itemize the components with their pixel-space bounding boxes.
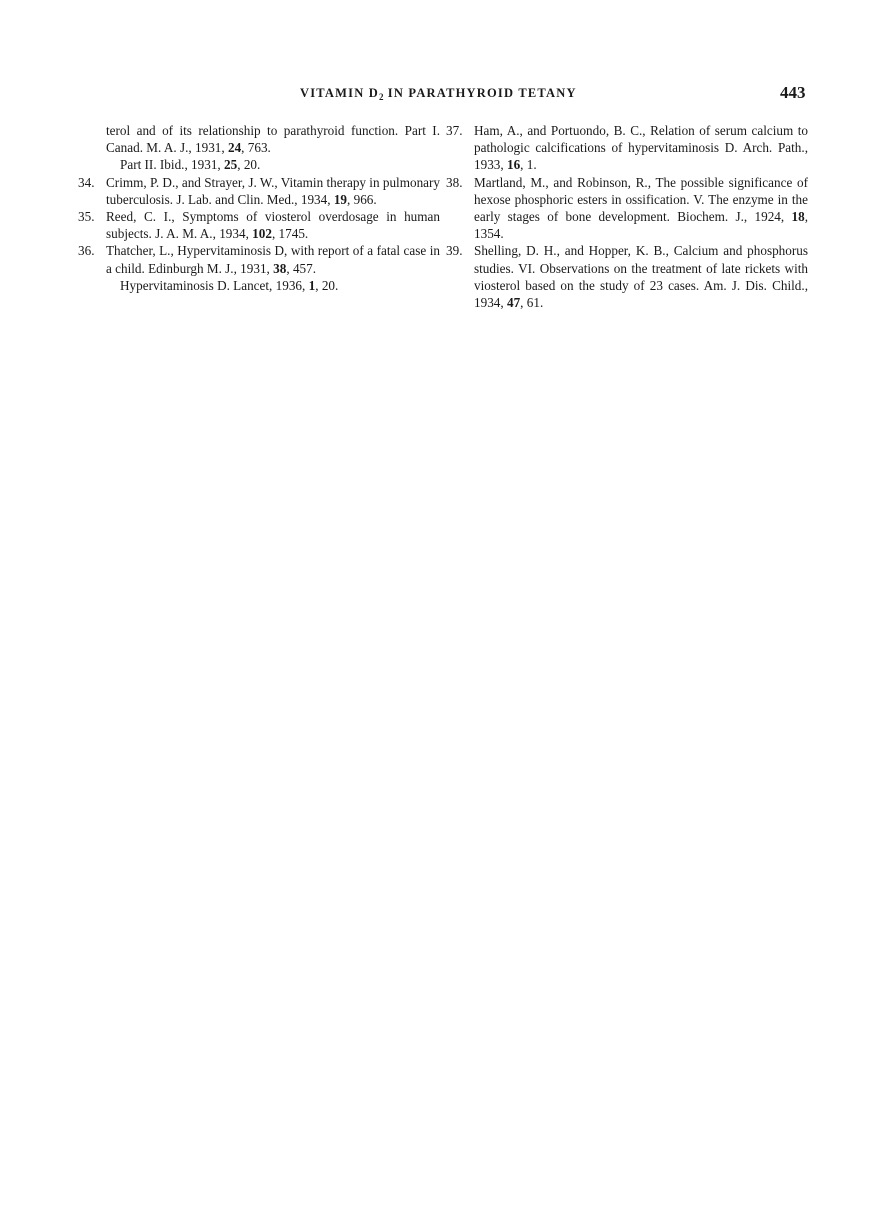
reference-number: 34. <box>78 174 95 190</box>
reference-pages: , 763. <box>241 140 271 156</box>
references-left-column <box>78 122 440 294</box>
reference-text: Shelling, D. H., and Hopper, K. B., Calcium and phosphorus studies. VI. Observations on the treatment of late rickets with viosterol based on the study of 23 cases. Am. J. Dis. Child., 1934, <box>474 243 808 311</box>
reference-text: Part II. Ibid., 1931, <box>120 157 225 173</box>
reference-text: terol and of its relationship to parathyroid function. Part I. Canad. M. A. J., 1931, <box>106 123 440 156</box>
reference-number: 35. <box>78 209 95 225</box>
reference-33-continuation <box>78 122 440 156</box>
reference-36 <box>78 242 440 276</box>
reference-37 <box>446 122 808 174</box>
reference-38 <box>446 174 808 243</box>
running-title-subscript: 2 <box>378 92 384 102</box>
reference-33-part-2 <box>78 156 440 173</box>
references-right-column <box>446 122 808 311</box>
reference-34 <box>78 174 440 208</box>
reference-pages: , 457. <box>286 260 317 276</box>
page-number: 443 <box>780 83 806 102</box>
reference-number: 36. <box>78 243 95 259</box>
running-head <box>0 83 875 108</box>
reference-pages: , 1745. <box>271 226 309 242</box>
reference-volume: 47 <box>506 295 521 311</box>
reference-pages: , 1. <box>520 157 537 173</box>
reference-pages: , 1354. <box>474 209 808 242</box>
reference-pages: , 966. <box>347 191 377 207</box>
reference-number: 37. <box>446 123 463 138</box>
reference-pages: , 20. <box>237 157 261 173</box>
reference-volume: 25 <box>224 157 238 173</box>
reference-volume: 19 <box>333 191 348 207</box>
reference-text: Ham, A., and Portuondo, B. C., Relation of serum calcium to pathologic calcifications of hypervitaminosis D. Arch. Path., 1933, <box>474 123 808 173</box>
reference-volume: 102 <box>252 226 272 242</box>
reference-text: Thatcher, L., Hypervitaminosis D, with report of a fatal case in a child. Edinburgh M. J., 1931, <box>106 243 440 276</box>
reference-text: Hypervitaminosis D. Lancet, 1936, <box>120 277 309 293</box>
reference-number: 39. <box>446 243 463 259</box>
reference-36-part-2 <box>78 277 440 294</box>
reference-pages: , 20. <box>315 277 339 293</box>
reference-pages: , 61. <box>520 295 544 311</box>
reference-text: Reed, C. I., Symptoms of viosterol overdosage in human subjects. J. A. M. A., 1934, <box>106 209 440 242</box>
reference-39 <box>446 242 808 311</box>
reference-35 <box>78 208 440 242</box>
running-title-main: VITAMIN D <box>300 86 379 100</box>
reference-volume: 1 <box>308 277 316 293</box>
running-title <box>300 86 577 101</box>
reference-text: Martland, M., and Robinson, R., The possible significance of hexose phosphoric esters in ossification. V. The enzyme in the early stages of bone development. Biochem. J., 1924, <box>474 174 808 225</box>
reference-volume: 24 <box>227 140 242 156</box>
reference-volume: 18 <box>791 209 805 225</box>
running-title-rest: IN PARATHYROID TETANY <box>383 86 577 100</box>
reference-volume: 16 <box>506 157 521 173</box>
reference-text: Crimm, P. D., and Strayer, J. W., Vitamin therapy in pulmonary tuberculosis. J. Lab. and Clin. Med., 1934, <box>106 174 440 207</box>
reference-volume: 38 <box>273 260 287 276</box>
reference-number: 38. <box>446 174 463 190</box>
